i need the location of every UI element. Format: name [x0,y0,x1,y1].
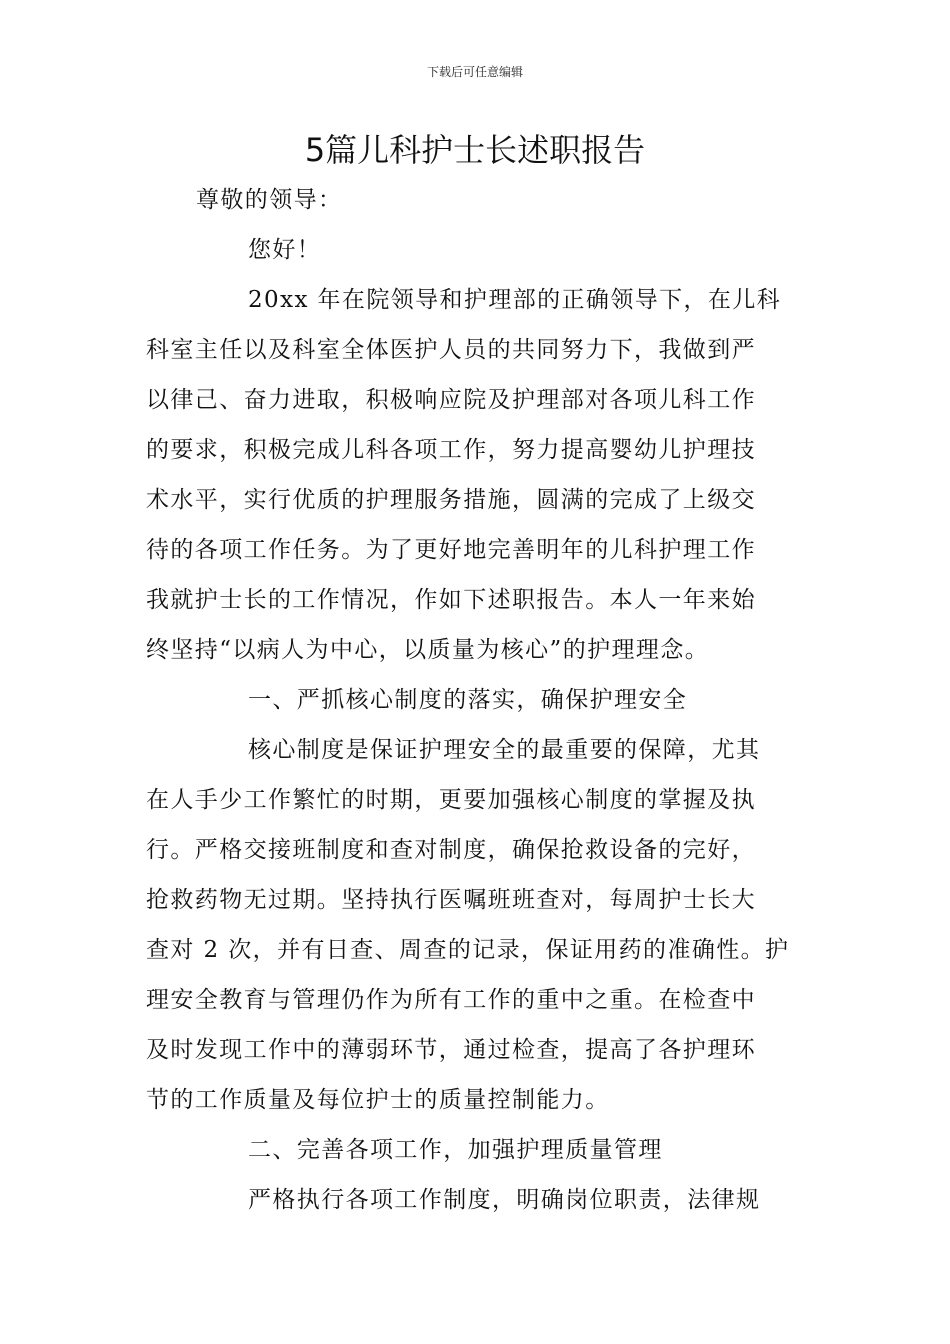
document-title: 5篇儿科护士长述职报告 [304,131,646,169]
salutation: 尊敬的领导： [196,187,343,213]
paragraph-line: 在人手少工作繁忙的时期，更要加强核心制度的掌握及执 [146,787,756,813]
paragraph-line: 科室主任以及科室全体医护人员的共同努力下，我做到严 [146,337,756,363]
paragraph-line: 我就护士长的工作情况，作如下述职报告。本人一年来始 [146,587,756,613]
paragraph-line: 查对 2 次，并有日查、周查的记录，保证用药的准确性。护 [146,937,790,963]
paragraph-line: 核心制度是保证护理安全的最重要的保障，尤其 [248,737,761,763]
paragraph-line: 节的工作质量及每位护士的质量控制能力。 [146,1087,610,1113]
paragraph-line: 抢救药物无过期。坚持执行医嘱班班查对，每周护士长大 [146,887,756,913]
paragraph-line: 终坚持“以病人为中心，以质量为核心”的护理理念。 [146,637,710,663]
page-header-note: 下载后可任意编辑 [426,65,523,79]
paragraph-line: 术水平，实行优质的护理服务措施，圆满的完成了上级交 [146,487,756,513]
paragraph-line: 20xx 年在院领导和护理部的正确领导下，在儿科 [248,287,782,313]
paragraph-line: 及时发现工作中的薄弱环节，通过检查，提高了各护理环 [146,1037,756,1063]
paragraph-line: 以律己、奋力进取，积极响应院及护理部对各项儿科工作 [146,387,756,413]
paragraph-line: 的要求，积极完成儿科各项工作，努力提高婴幼儿护理技 [146,437,756,463]
section-heading-2: 二、完善各项工作，加强护理质量管理 [248,1137,663,1163]
paragraph-line: 待的各项工作任务。为了更好地完善明年的儿科护理工作 [146,537,756,563]
paragraph-line: 严格执行各项工作制度，明确岗位职责，法律规 [248,1187,761,1213]
section-heading-1: 一、严抓核心制度的落实，确保护理安全 [248,687,688,713]
paragraph-line: 理安全教育与管理仍作为所有工作的重中之重。在检查中 [146,987,756,1013]
greeting: 您好！ [248,237,322,263]
paragraph-line: 行。严格交接班制度和查对制度，确保抢救设备的完好， [146,837,756,863]
